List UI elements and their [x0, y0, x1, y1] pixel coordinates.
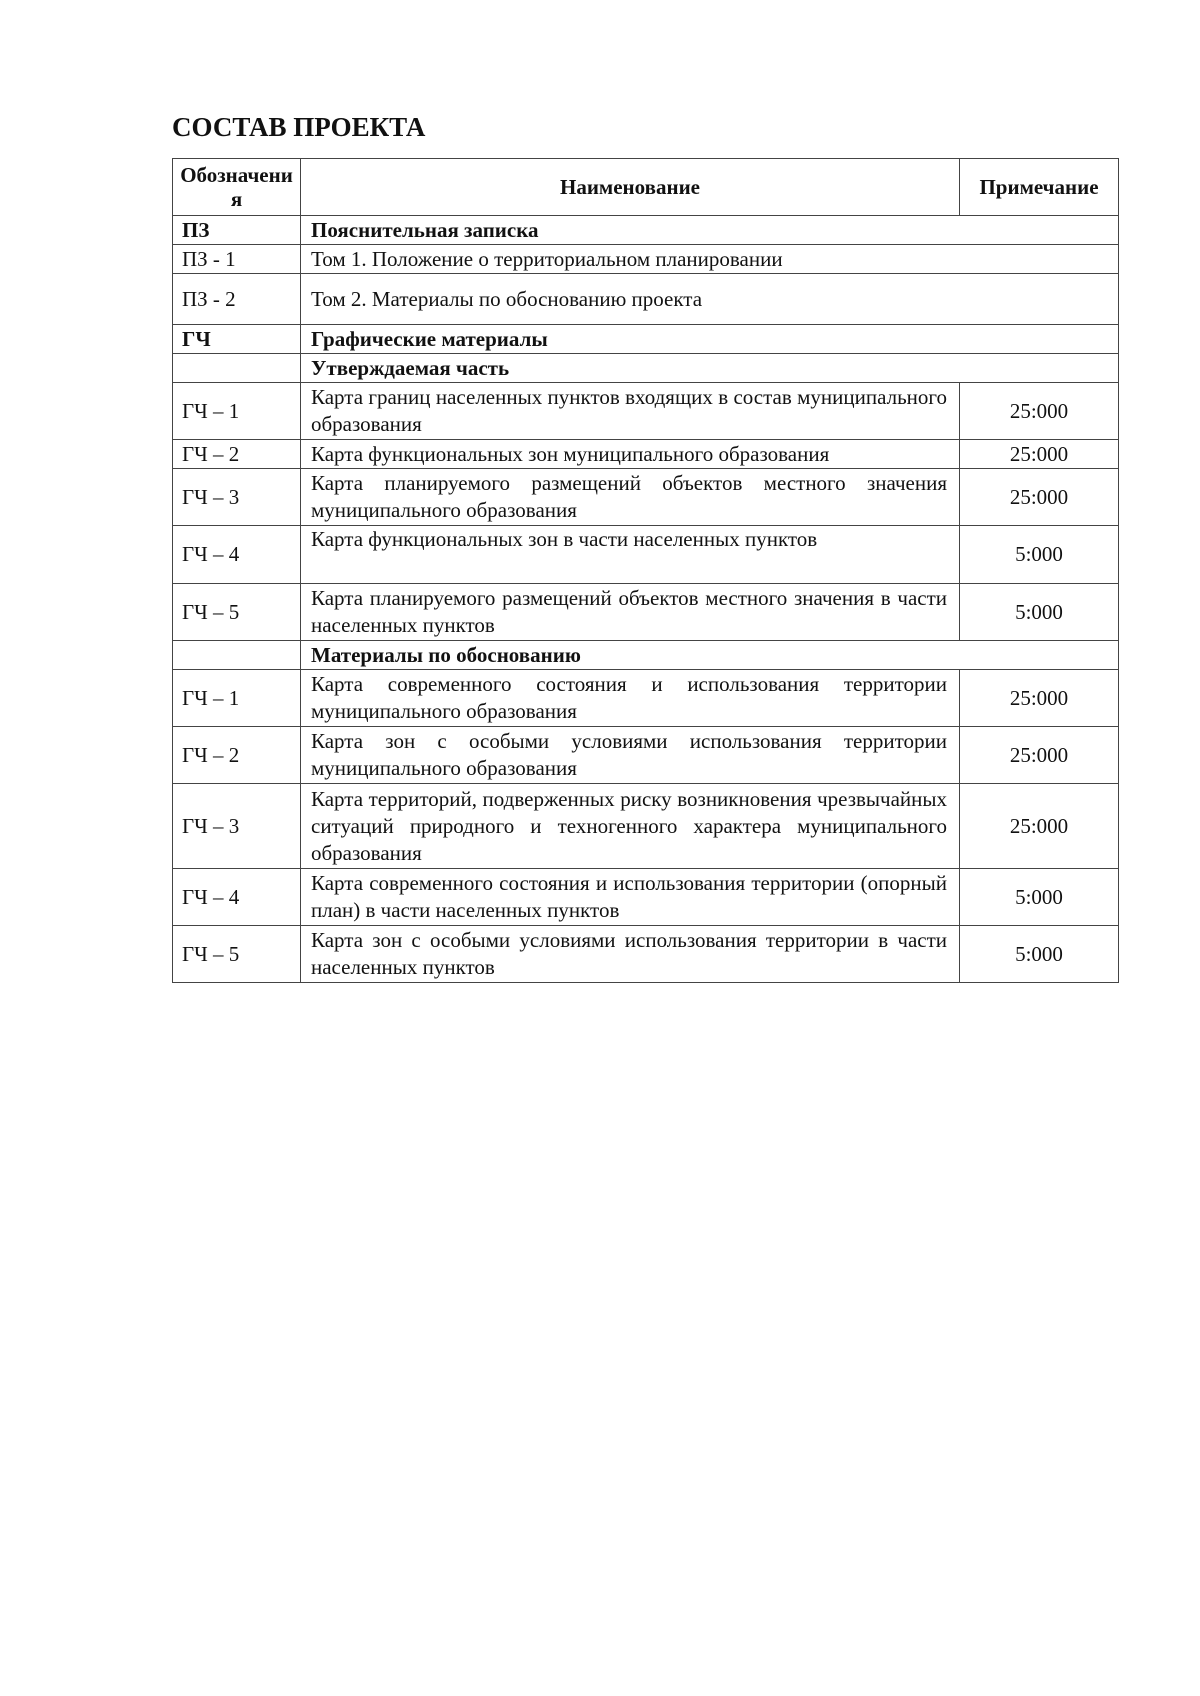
- row-note: 25:000: [960, 670, 1119, 727]
- row-code: ГЧ – 2: [173, 727, 301, 784]
- table-row: [173, 926, 1119, 983]
- table-row: [173, 383, 1119, 440]
- row-code: ПЗ - 2: [173, 274, 301, 325]
- row-note: 25:000: [960, 469, 1119, 526]
- row-name: Утверждаемая часть: [301, 354, 1119, 383]
- table-row: [173, 869, 1119, 926]
- table-row: [173, 440, 1119, 469]
- row-code: ГЧ – 1: [173, 383, 301, 440]
- row-name: Том 1. Положение о территориальном планировании: [301, 245, 1119, 274]
- project-composition-table: [172, 158, 1119, 983]
- table-row: [173, 526, 1119, 584]
- row-note: 5:000: [960, 869, 1119, 926]
- row-name: Карта территорий, подверженных риску возникновения чрезвычайных ситуаций природного и техногенного характера муниципального образования: [301, 784, 960, 869]
- row-note: 25:000: [960, 440, 1119, 469]
- row-name: Карта планируемого размещений объектов местного значения муниципального образования: [301, 469, 960, 526]
- row-code: ГЧ – 4: [173, 869, 301, 926]
- row-name: Пояснительная записка: [301, 216, 1119, 245]
- row-name: Карта функциональных зон в части населенных пунктов: [301, 526, 960, 584]
- row-note: 5:000: [960, 926, 1119, 983]
- table-row: [173, 325, 1119, 354]
- table-row: [173, 641, 1119, 670]
- row-code: [173, 354, 301, 383]
- row-name: Карта зон с особыми условиями использования территории в части населенных пунктов: [301, 926, 960, 983]
- row-name: Материалы по обоснованию: [301, 641, 1119, 670]
- row-note: 25:000: [960, 727, 1119, 784]
- row-name: Карта функциональных зон муниципального образования: [301, 440, 960, 469]
- row-note: 25:000: [960, 383, 1119, 440]
- row-code: ГЧ: [173, 325, 301, 354]
- header-name: Наименование: [301, 159, 960, 216]
- row-code: ГЧ – 3: [173, 784, 301, 869]
- table-row: [173, 216, 1119, 245]
- row-code: ГЧ – 5: [173, 926, 301, 983]
- row-name: Карта планируемого размещений объектов местного значения в части населенных пунктов: [301, 584, 960, 641]
- row-note: 5:000: [960, 584, 1119, 641]
- row-name: Карта зон с особыми условиями использования территории муниципального образования: [301, 727, 960, 784]
- row-name: Том 2. Материалы по обоснованию проекта: [301, 274, 1119, 325]
- row-code: ГЧ – 5: [173, 584, 301, 641]
- table-row: [173, 354, 1119, 383]
- header-code: Обозначения: [173, 159, 301, 216]
- row-code: ГЧ – 4: [173, 526, 301, 584]
- table-row: [173, 584, 1119, 641]
- page-title: СОСТАВ ПРОЕКТА: [172, 112, 426, 142]
- row-name: Карта границ населенных пунктов входящих в состав муниципального образования: [301, 383, 960, 440]
- row-code: ГЧ – 3: [173, 469, 301, 526]
- row-name: Графические материалы: [301, 325, 1119, 354]
- table-row: [173, 274, 1119, 325]
- header-note: Примечание: [960, 159, 1119, 216]
- table-row: [173, 784, 1119, 869]
- row-code: ГЧ – 2: [173, 440, 301, 469]
- table-row: [173, 727, 1119, 784]
- row-code: ПЗ: [173, 216, 301, 245]
- row-code: ГЧ – 1: [173, 670, 301, 727]
- table-row: [173, 670, 1119, 727]
- table-row: [173, 469, 1119, 526]
- row-note: 5:000: [960, 526, 1119, 584]
- row-code: ПЗ - 1: [173, 245, 301, 274]
- row-code: [173, 641, 301, 670]
- row-name: Карта современного состояния и использования территории муниципального образования: [301, 670, 960, 727]
- table-row: [173, 245, 1119, 274]
- table-header-row: [173, 159, 1119, 216]
- row-name: Карта современного состояния и использования территории (опорный план) в части населенных пунктов: [301, 869, 960, 926]
- row-note: 25:000: [960, 784, 1119, 869]
